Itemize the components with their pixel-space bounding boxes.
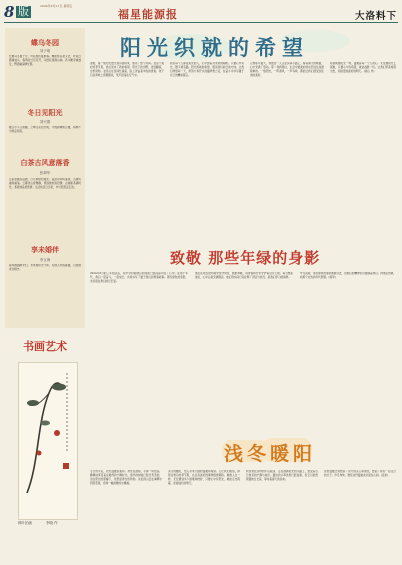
- article-bottom-col-3: 我喜欢在这样的午后散步，走在洒满阳光的小路上，感受着冬日独有的宁静与美好。路边的小草虽然已经枯黄，但它们依然顽强地生长着，等待着春天的到来。: [246, 470, 318, 482]
- ink-painting-image: [19, 363, 77, 519]
- poem-author-2: 刘兴德: [39, 120, 51, 124]
- painting-artist: 李晓 作: [46, 521, 58, 525]
- poem-title-1: 蝶乌冬园: [31, 38, 59, 47]
- article-top-col-3: 记得那年夏天，我独自一人走在乡间小路上，看着满天的晚霞，心中充满了感动。那一刻我明白，生活中最美好的东西往往是最简单的。一缕阳光，一阵清风，一声鸟鸣，都能让我们感受到生命的美好。: [250, 62, 324, 78]
- article-top-col-1: 清晨，第一缕阳光透过窗帘洒进来，照亮了整个房间。在这个美好的季节里，我们迎来了新的希望。阳光下的田野，麦浪翻滚，生机勃勃。农民们在田间忙碌着，脸上洋溢着丰收的喜悦。孩子们在草地上奔跑嬉戏，笑声回荡在空气中。: [90, 62, 164, 78]
- poem-text-3: 古茶更碗流底图，行元种度焙微光。高处动冲风盖寄，古树风霜寒重荡。云雾绕山香雅静，青莲缕吹淡旧情。古树新茶满风光，茶香细品悠然情。生活快意日日新，岁月悠悠意正浓。: [9, 178, 81, 190]
- poem-author-1: 刘子明: [39, 49, 51, 53]
- poem-text-4: 春风拂面醉未归，未来相伴志不休，有情人终成眷属，白首偕老共相守。: [9, 264, 81, 272]
- poem-text-1: 红螺乌冬夏子分，叶底相连复醉春。蝶影绕花来又去，叶底红霞满枝头。春风吹过百花开，鸟语花香满山林。乔木嫩芽重叠生，野径幽深晴光照。: [9, 55, 81, 67]
- article-mid-col-1: 2024年6月的三年级以后，在中学时期我们的身影已经深深印在了心中。在那个年代，我们一起奋斗，一起成长，共同书写了属于我们的青春故事。那些绿色的身影，永远留在我们的记忆里。: [90, 272, 188, 284]
- issue-meta: 2024年6月21日 星期五: [40, 4, 73, 8]
- article-bottom-col-2: 浅冬的暖阳，给人带来无限的温暖和希望。它让我们相信，即使在寒冷的季节里，也总有美好的事物值得期待。就像人生一样，无论遇到多少困难和挫折，只要心中有阳光，就能走出阴霾，迎接灿烂的明天。: [168, 470, 240, 486]
- poem-title-2: 冬日见阳光: [27, 108, 63, 117]
- poem-title-3: 白茶古风意落香: [20, 158, 70, 167]
- article-top-col-2: 我们每个人都是追光的人，心中装着对未来的期盼。只要心中有光，脚下就有路。阳光织就的希望，照亮我们前行的方向。让我们珍惜每一天，用努力和汗水浇灌梦想之花，在奋斗中书写属于自己的精彩篇章。: [170, 62, 244, 78]
- poem-text-2: 暖冬小斗又照耀，之晴冬见阳光明，今晨新晴照日暖，杨柳不为寒意所阻。: [9, 126, 81, 134]
- article-title-bottom: 浅冬暖阳: [224, 443, 317, 465]
- calligraphy-painting: [18, 362, 78, 520]
- page-number: 8: [4, 3, 15, 21]
- article-bottom-col-1: 冬日的午后，阳光温暖而柔和。我坐在窗前，手捧一杯热茶，静静地享受着这难得的宁静时光。窗外的树枝已经光秃秃的，但在阳光的照耀下，依然显得生机勃勃。远处的山峦在薄雾中若隐若现，宛如一幅淡雅的水墨画。: [90, 470, 162, 486]
- poem-author-3: 张翠华: [39, 171, 51, 175]
- article-mid-col-3: 岁月流逝，那些绿色的身影渐渐远去，但他们的精神永远激励着我们。向他们致敬，向那个火热的年代致敬。(杨军): [300, 272, 396, 280]
- newspaper-name: 福星能源报: [118, 8, 178, 21]
- poem-title-4: 享未婚伴: [31, 245, 59, 254]
- article-title-top: 阳光织就的希望: [120, 36, 309, 60]
- poem-author-4: 李玉海: [39, 258, 51, 262]
- article-title-mid: 致敬 那些年绿的身影: [170, 249, 321, 267]
- painting-caption: 鲜叶拍画: [18, 521, 32, 525]
- article-top-col-4: 希望就像阳光一样，温暖着每一个人的心。无论遇到什么困难，只要心中有希望，就能战胜一切。让我们带着希望出发，迎接更加美好的明天。(梁山 作): [330, 62, 396, 74]
- section-title: 大洛料下: [354, 11, 397, 22]
- page-suffix: 版: [18, 5, 29, 18]
- header-rule: [4, 22, 398, 23]
- article-mid-col-2: 他们在艰苦的环境中坚守岗位，默默奉献，用青春和汗水守护着这片土地。每当想起他们，心中总是充满敬意。他们用实际行动诠释了责任与担当，是我们学习的榜样。: [195, 272, 293, 280]
- article-bottom-col-4: 这份温暖让我想起了远方的亲人和朋友，想起了那些一起走过的日子。岁月匆匆，唯有这份温暖永远留在心间。(张来): [324, 470, 396, 478]
- calligraphy-section-title: 书画艺术: [23, 340, 67, 353]
